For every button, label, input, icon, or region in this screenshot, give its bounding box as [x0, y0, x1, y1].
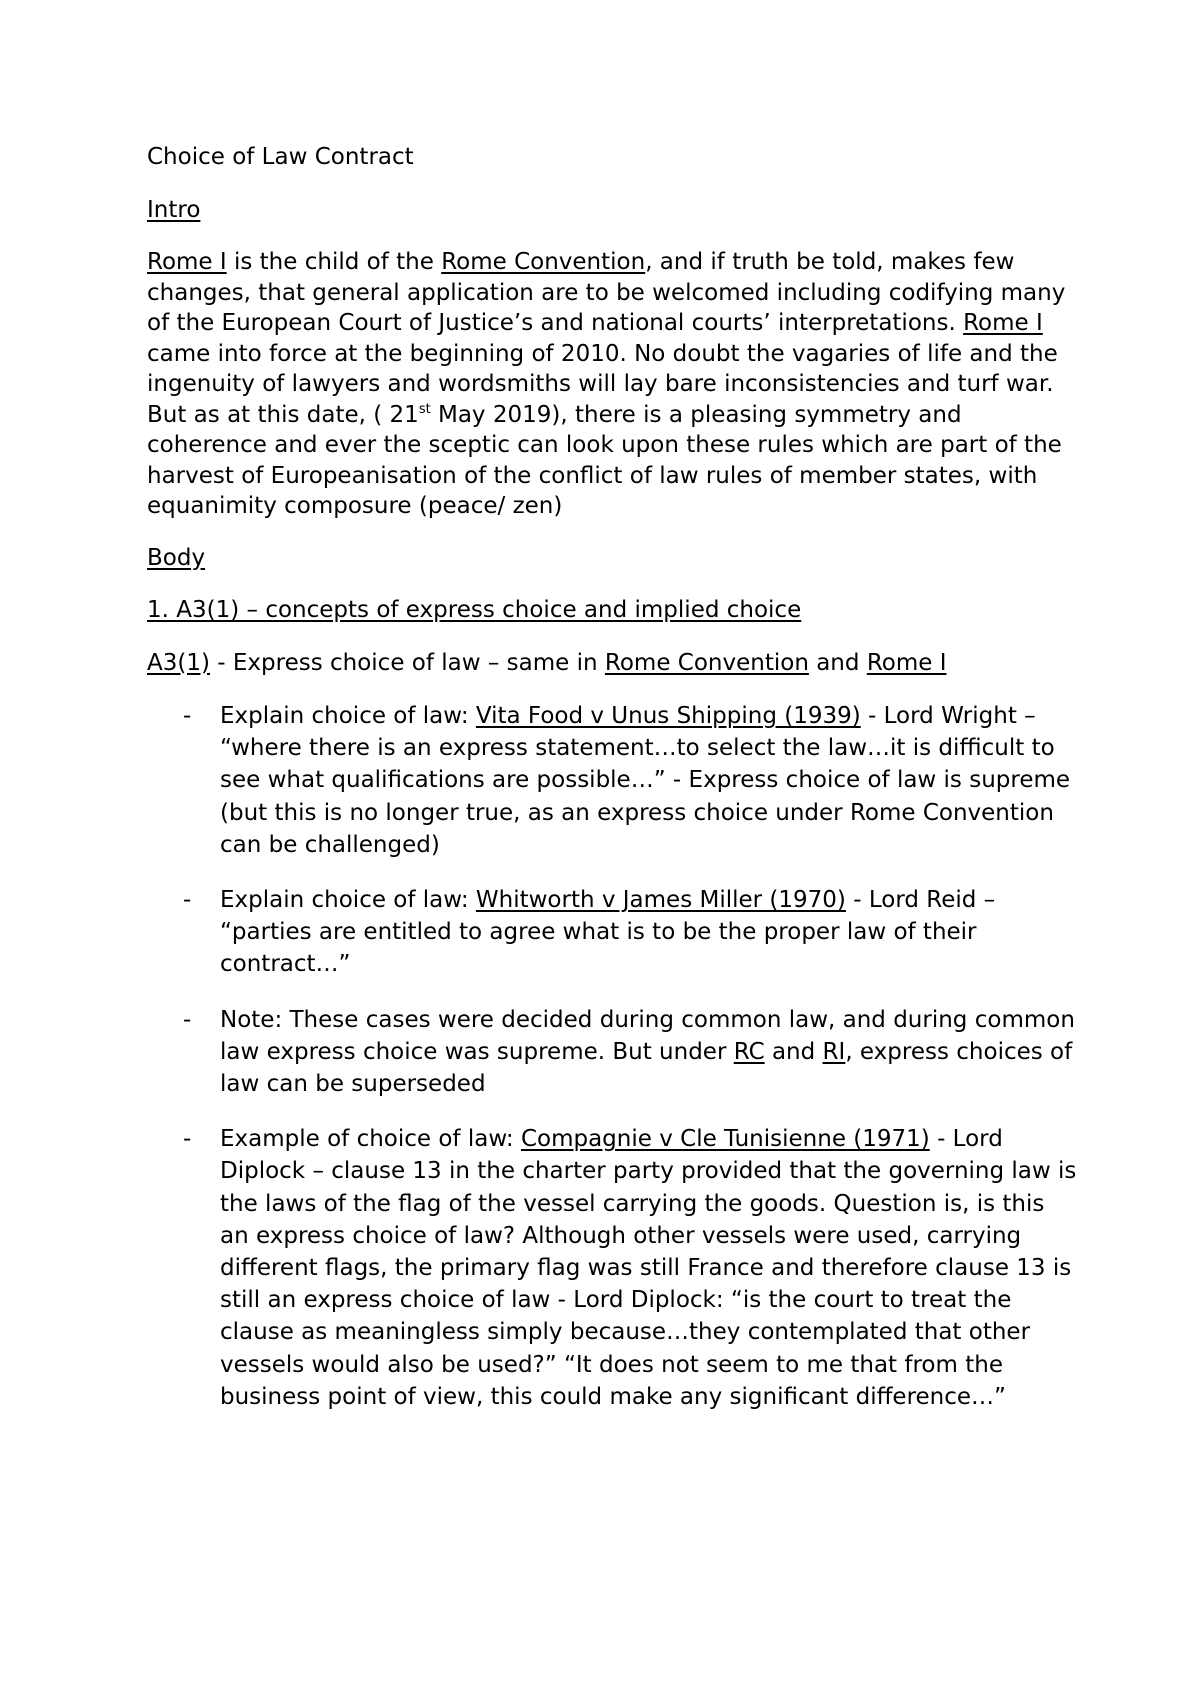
list-item	[147, 1004, 1077, 1101]
intro-text: is the child of the	[226, 249, 442, 275]
bullet-text: - Lord Reid – “parties are entitled to agree what is to be the proper law of their contract…”	[220, 887, 996, 978]
rc-ref: RC	[733, 1038, 765, 1065]
bullet-text: Explain choice of law:	[220, 887, 476, 914]
intro-heading: Intro	[147, 196, 201, 223]
section-heading: 1. A3(1) – concepts of express choice and implied choice	[147, 597, 802, 623]
intro-text: came into force at the beginning of 2010. No doubt the vagaries of life and the ingenuity of lawyers and wordsmiths will lay bare inconsistencies and turf war. But as at this date, ( 21	[147, 340, 1058, 428]
list-item	[147, 1123, 1077, 1413]
rome-i-ref: Rome I	[963, 310, 1043, 336]
rome-i-ref: Rome I	[147, 249, 227, 275]
intro-text: , and if truth be told, makes few changes, that general application are to be welcomed including codifying many of the European Court of Justice’s and national courts’ interpretations.	[147, 249, 1066, 336]
case-name: Vita Food v Unus Shipping (1939)	[475, 703, 861, 729]
bullet-dash: -	[183, 1006, 192, 1033]
document-content	[147, 142, 1077, 1413]
rome-i-ref: Rome I	[866, 649, 947, 676]
a31-text: and	[808, 649, 867, 676]
document-title: Choice of Law Contract	[147, 144, 414, 170]
ordinal-superscript: st	[418, 401, 431, 417]
bullet-dash: -	[183, 1126, 192, 1153]
bullet-text: - Lord Diplock – clause 13 in the charter party provided that the governing law is the laws of the flag of the vessel carrying the goods. Question is, is this an express choice of law? Although other vessels were used, carrying different flags, the primary flag was still France and therefore clause 13 is still an express choice of law - Lord Diplock: “is the court to treat the clause as meaningless simply because…they contemplated that other vessels would also be used?” “It does not seem to me that from the business point of view, this could make any significant difference…”	[220, 1126, 1077, 1410]
bullet-text: Explain choice of law:	[220, 703, 476, 729]
bullet-text: - Lord Wright – “where there is an express statement…to select the law…it is difficult to see what qualifications are possible…” - Express choice of law is supreme (but this is no longer true, as an express choice under Rome Convention can be challenged)	[220, 703, 1071, 858]
a31-line	[147, 648, 1077, 679]
bullet-text: Example of choice of law:	[220, 1126, 521, 1153]
rome-convention-ref: Rome Convention	[604, 649, 809, 676]
ri-ref: RI	[822, 1038, 846, 1065]
list-item	[147, 884, 1077, 981]
a31-text: - Express choice of law – same in	[209, 649, 605, 676]
body-heading: Body	[147, 544, 206, 571]
list-item	[147, 700, 1077, 861]
case-name: Whitworth v James Miller (1970)	[475, 887, 846, 914]
intro-paragraph	[147, 247, 1077, 522]
a31-ref: A3(1)	[147, 649, 210, 676]
bullet-text: Note: These cases were decided during common law, and during common law express choice was supreme. But under	[220, 1006, 1075, 1065]
bullet-text: , express choices of law can be superseded	[220, 1038, 1073, 1098]
bullet-list	[147, 700, 1077, 1413]
rome-convention-ref: Rome Convention	[441, 249, 646, 275]
bullet-dash: -	[183, 887, 192, 914]
bullet-text: and	[764, 1038, 823, 1065]
case-name: Compagnie v Cle Tunisienne (1971)	[520, 1126, 930, 1153]
intro-text: May 2019), there is a pleasing symmetry and coherence and ever the sceptic can look upon these rules which are part of the harvest of Europeanisation of the conflict of law rules of member states, with equanimity composure (peace/ zen)	[147, 401, 1062, 519]
bullet-dash: -	[183, 703, 192, 729]
